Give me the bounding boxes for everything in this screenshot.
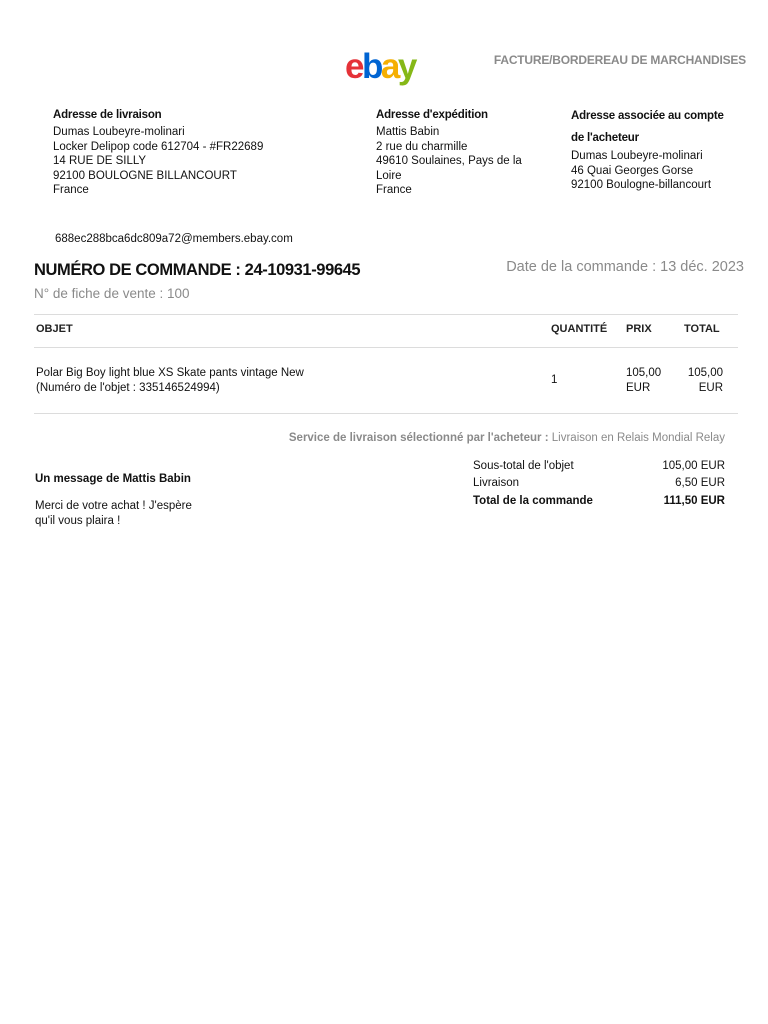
order-total-label: Total de la commande	[473, 495, 593, 507]
seller-message-line: qu'il vous plaira !	[35, 514, 121, 527]
column-header-total: TOTAL	[684, 323, 720, 335]
logo-letter-e: e	[345, 47, 362, 86]
item-price-amount: 105,00	[626, 367, 662, 379]
column-header-price: PRIX	[626, 323, 652, 335]
divider	[34, 314, 738, 315]
buyer-address-heading-line1: Adresse associée au compte	[571, 110, 724, 122]
address-line: Loire	[376, 169, 402, 182]
subtotal-label: Sous-total de l'objet	[473, 460, 574, 472]
buyer-email: 688ec288bca6dc809a72@members.ebay.com	[55, 233, 293, 245]
address-line: 92100 Boulogne-billancourt	[571, 179, 712, 191]
item-total-currency: EUR	[698, 381, 723, 394]
shipping-service-value: Livraison en Relais Mondial Relay	[551, 432, 725, 444]
address-line: 49610 Soulaines, Pays de la	[376, 155, 522, 167]
buyer-address-heading-line2: de l'acheteur	[571, 132, 639, 144]
subtotal-value: 105,00 EUR	[662, 460, 725, 472]
address-line: 14 RUE DE SILLY	[53, 155, 147, 167]
logo-letter-y: y	[397, 47, 415, 86]
buyer-account-address	[571, 105, 751, 193]
item-price	[626, 366, 661, 395]
item-quantity: 1	[551, 374, 558, 386]
order-date: Date de la commande : 13 déc. 2023	[506, 259, 744, 275]
address-line: Dumas Loubeyre-molinari	[53, 126, 185, 138]
seller-message	[35, 499, 235, 528]
shipping-address	[376, 105, 546, 198]
order-total-value: 111,50 EUR	[663, 495, 725, 507]
address-line: Dumas Loubeyre-molinari	[571, 150, 703, 162]
item-price-currency: EUR	[626, 381, 651, 394]
shipping-cost-label: Livraison	[473, 477, 520, 489]
shipping-address-heading: Adresse d'expédition	[376, 109, 488, 121]
address-line: France	[53, 184, 89, 196]
delivery-address-heading: Adresse de livraison	[53, 109, 162, 121]
item-title-cell	[36, 366, 516, 395]
delivery-address	[53, 105, 353, 198]
address-line: 2 rue du charmille	[376, 140, 468, 153]
item-number: (Numéro de l'objet : 335146524994)	[36, 381, 220, 394]
address-line: 46 Quai Georges Gorse	[571, 164, 694, 177]
address-line: France	[376, 184, 412, 196]
order-total-row	[473, 495, 725, 507]
ebay-logo	[345, 47, 415, 87]
item-title: Polar Big Boy light blue XS Skate pants vintage New	[36, 367, 304, 379]
shipping-service-label: Service de livraison sélectionné par l'acheteur :	[288, 432, 549, 444]
document-title: FACTURE/BORDEREAU DE MARCHANDISES	[493, 53, 746, 67]
order-number: NUMÉRO DE COMMANDE : 24-10931-99645	[34, 261, 361, 279]
address-line: Locker Delipop code 612704 - #FR22689	[53, 140, 264, 153]
column-header-quantity: QUANTITÉ	[551, 323, 608, 335]
subtotal-row	[473, 460, 725, 472]
column-header-item: OBJET	[36, 323, 73, 335]
seller-message-line: Merci de votre achat ! J'espère	[35, 500, 192, 512]
sale-record-number: N° de fiche de vente : 100	[34, 286, 190, 301]
address-line: Mattis Babin	[376, 126, 440, 138]
shipping-cost-row	[473, 477, 725, 489]
divider	[34, 347, 738, 348]
seller-message-heading: Un message de Mattis Babin	[35, 473, 191, 485]
divider	[34, 413, 738, 414]
logo-letter-b: b	[361, 47, 381, 86]
logo-letter-a: a	[380, 47, 398, 86]
shipping-cost-value: 6,50 EUR	[675, 477, 725, 489]
address-line: 92100 BOULOGNE BILLANCOURT	[53, 169, 237, 182]
item-total	[672, 366, 723, 395]
shipping-service	[200, 432, 725, 444]
item-total-amount: 105,00	[687, 367, 723, 379]
